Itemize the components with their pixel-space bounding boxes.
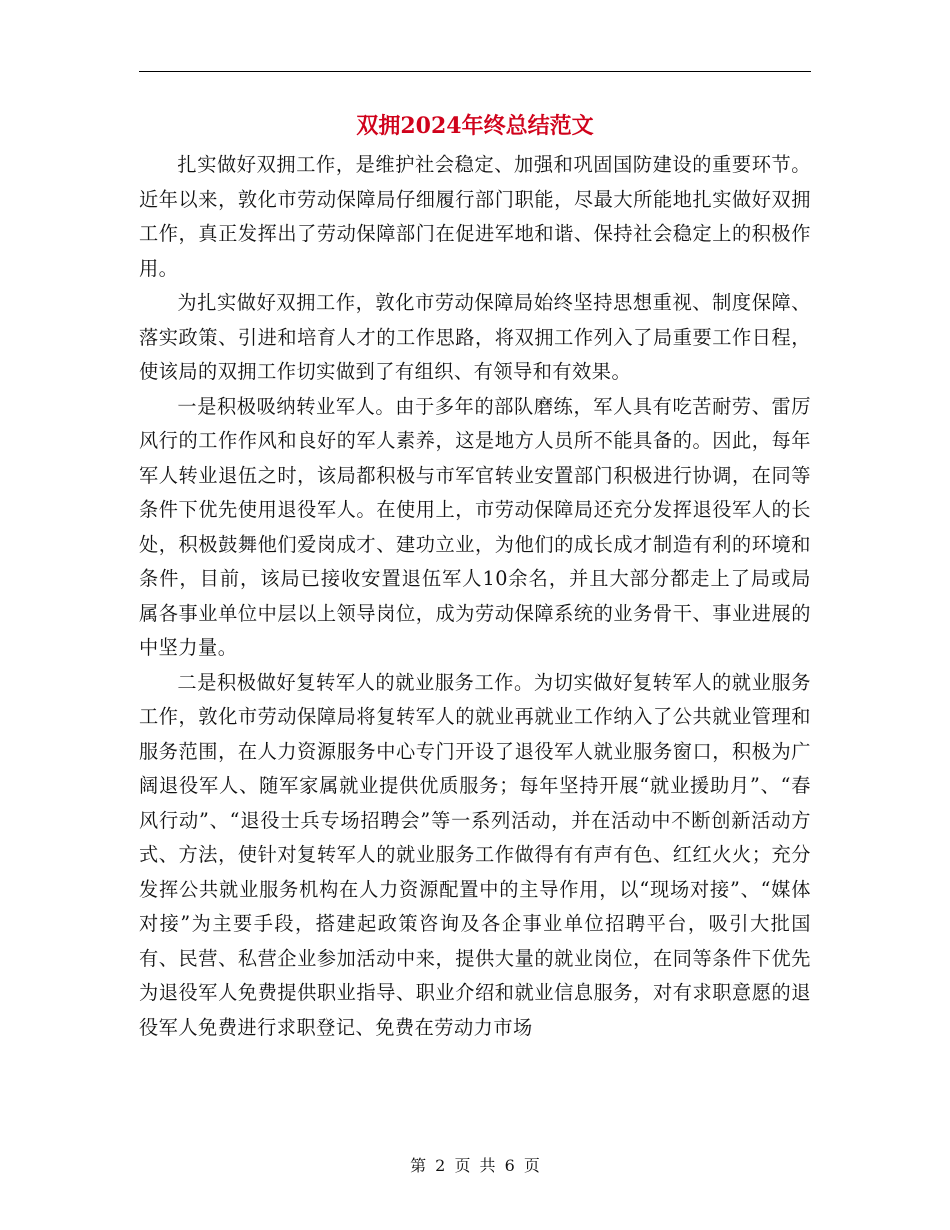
page-number: 第 2 页 共 6 页 — [410, 1156, 540, 1175]
header-rule — [139, 71, 811, 72]
paragraph-recruit-veterans: 一是积极吸纳转业军人。由于多年的部队磨练，军人具有吃苦耐劳、雷厉风行的工作作风和良好的军人素养，这是地方人员所不能具备的。因此，每年军人转业退伍之时，该局都积极与市军官转业安置部门积极进行协调，在同等条件下优先使用退役军人。在使用上，市劳动保障局还充分发挥退役军人的长处，积极鼓舞他们爱岗成才、建功立业，为他们的成长成才制造有利的环境和条件，目前，该局已接收安置退伍军人10余名，并且大部分都走上了局或局属各事业单位中层以上领导岗位，成为劳动保障系统的业务骨干、事业进展的中坚力量。 — [139, 394, 811, 659]
paragraph-approach: 为扎实做好双拥工作，敦化市劳动保障局始终坚持思想重视、制度保障、落实政策、引进和培育人才的工作思路，将双拥工作列入了局重要工作日程，使该局的双拥工作切实做到了有组织、有领导和有效果。 — [139, 291, 811, 383]
document-body — [139, 148, 811, 1045]
paragraph-employment-services: 二是积极做好复转军人的就业服务工作。为切实做好复转军人的就业服务工作，敦化市劳动保障局将复转军人的就业再就业工作纳入了公共就业管理和服务范围，在人力资源服务中心专门开设了退役军人就业服务窗口，积极为广阔退役军人、随军家属就业提供优质服务；每年坚持开展“就业援助月”、“春风行动”、“退役士兵专场招聘会”等一系列活动，并在活动中不断创新活动方式、方法，使针对复转军人的就业服务工作做得有有声有色、红红火火；充分发挥公共就业服务机构在人力资源配置中的主导作用，以“现场对接”、“媒体对接”为主要手段，搭建起政策咨询及各企事业单位招聘平台，吸引大批国有、民营、私营企业参加活动中来，提供大量的就业岗位，在同等条件下优先为退役军人免费提供职业指导、职业介绍和就业信息服务，对有求职意愿的退役军人免费进行求职登记、免费在劳动力市场 — [139, 670, 811, 1039]
document-title: 双拥2024年终总结范文 — [356, 113, 594, 139]
paragraph-intro: 扎实做好双拥工作，是维护社会稳定、加强和巩固国防建设的重要环节。近年以来，敦化市劳动保障局仔细履行部门职能，尽最大所能地扎实做好双拥工作，真正发挥出了劳动保障部门在促进军地和谐、保持社会稳定上的积极作用。 — [139, 153, 811, 280]
